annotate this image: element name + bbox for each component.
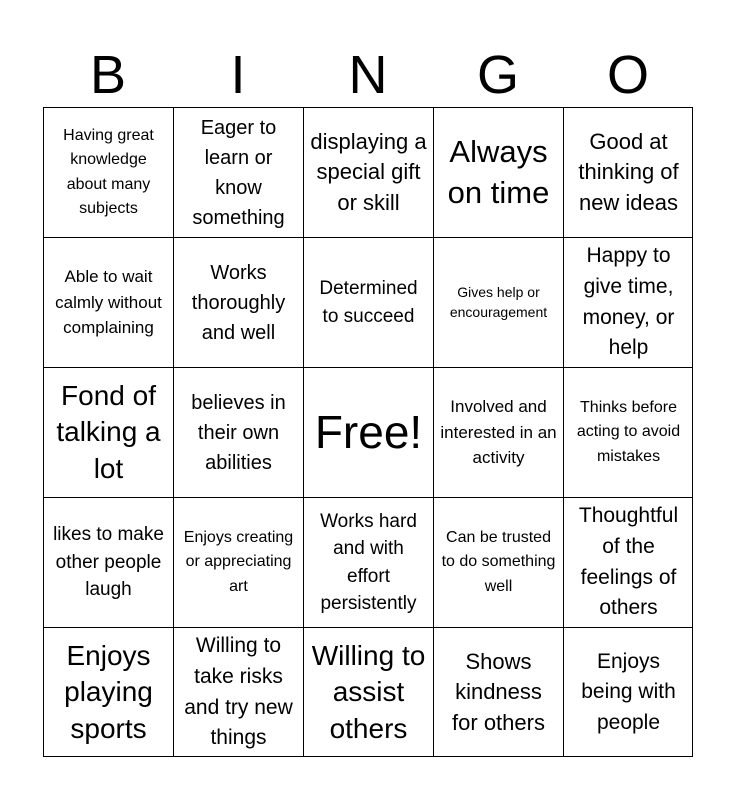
bingo-board bbox=[43, 107, 693, 757]
bingo-cell[interactable]: Works thoroughly and well bbox=[173, 237, 303, 367]
bingo-cell[interactable]: Can be trusted to do something well bbox=[433, 497, 563, 627]
bingo-cell[interactable]: Enjoys being with people bbox=[563, 627, 693, 757]
bingo-cell[interactable]: Having great knowledge about many subjects bbox=[43, 107, 173, 237]
free-space[interactable]: Free! bbox=[303, 367, 433, 497]
bingo-cell[interactable]: Happy to give time, money, or help bbox=[563, 237, 693, 367]
bingo-cell[interactable]: Eager to learn or know something bbox=[173, 107, 303, 237]
bingo-cell[interactable]: Always on time bbox=[433, 107, 563, 237]
header-letter-b: B bbox=[89, 45, 127, 105]
bingo-cell[interactable]: displaying a special gift or skill bbox=[303, 107, 433, 237]
bingo-cell[interactable]: Willing to assist others bbox=[303, 627, 433, 757]
bingo-header bbox=[43, 44, 693, 106]
header-letter-n: N bbox=[348, 45, 388, 105]
header-letter-g: G bbox=[476, 45, 519, 105]
bingo-cell[interactable]: Thoughtful of the feelings of others bbox=[563, 497, 693, 627]
bingo-cell[interactable]: Thinks before acting to avoid mistakes bbox=[563, 367, 693, 497]
bingo-cell[interactable]: Fond of talking a lot bbox=[43, 367, 173, 497]
header-letter-i: I bbox=[230, 45, 246, 105]
bingo-cell[interactable]: Enjoys playing sports bbox=[43, 627, 173, 757]
bingo-cell[interactable]: Gives help or encouragement bbox=[433, 237, 563, 367]
bingo-cell[interactable]: Able to wait calmly without complaining bbox=[43, 237, 173, 367]
header-letter-o: O bbox=[606, 45, 649, 105]
bingo-cell[interactable]: Willing to take risks and try new things bbox=[173, 627, 303, 757]
bingo-cell[interactable]: Shows kindness for others bbox=[433, 627, 563, 757]
bingo-cell[interactable]: Involved and interested in an activity bbox=[433, 367, 563, 497]
bingo-cell[interactable]: Enjoys creating or appreciating art bbox=[173, 497, 303, 627]
bingo-cell[interactable]: Works hard and with effort persistently bbox=[303, 497, 433, 627]
bingo-cell[interactable]: believes in their own abilities bbox=[173, 367, 303, 497]
bingo-cell[interactable]: Determined to succeed bbox=[303, 237, 433, 367]
bingo-cell[interactable]: Good at thinking of new ideas bbox=[563, 107, 693, 237]
bingo-cell[interactable]: likes to make other people laugh bbox=[43, 497, 173, 627]
